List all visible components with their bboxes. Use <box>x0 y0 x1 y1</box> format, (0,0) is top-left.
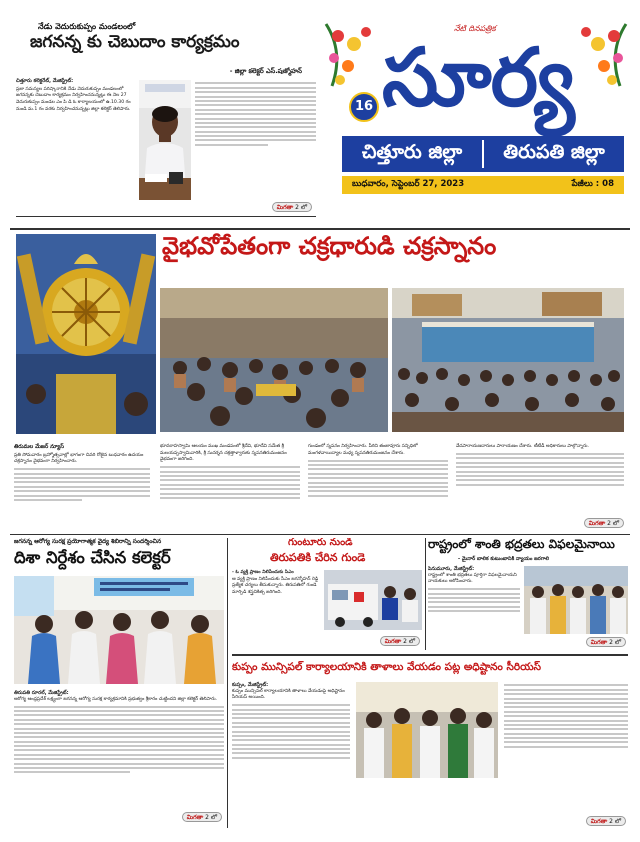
story-headline: దిశా నిర్దేశం చేసిన కలెక్టర్ <box>14 548 171 567</box>
continued-badge: మిగతా 2 లో <box>586 816 626 826</box>
story-text <box>14 690 224 776</box>
kuppam-municipal-story <box>232 654 628 830</box>
dateline: చిత్తూరు కలెక్టరేట్, మేజిస్ట్రేట్: <box>16 78 74 84</box>
masthead-tagline: నేటి దినపత్రిక <box>454 24 496 33</box>
page-count: పేజీలు : 08 <box>571 179 614 189</box>
edition-left: చిత్తూరు జిల్లా <box>361 140 463 163</box>
main-body-col1: తిరుమల మేజర్ న్యూస్ ప్రతి సోమవారం బ్రహ్మోత్సవాల్లో భాగంగా చివరి రోజైన బుధవారం ఉదయం చక్రస్నానం వైభవంగా నిర్వహించారు. <box>14 444 150 503</box>
story-kicker: గుంటూరు నుండి <box>288 538 353 548</box>
masthead-logo: సూర్య <box>382 31 574 124</box>
municipal-office-photo <box>356 682 498 778</box>
edition-right: తిరుపతి జిల్లా <box>503 140 605 163</box>
dateline: తిరుపతి రూరల్, మేజిస్ట్రేట్: <box>14 690 69 696</box>
pushkarini-crowd-photo-1 <box>160 288 388 432</box>
date-bar <box>342 176 624 194</box>
flower-decoration-right <box>568 22 628 92</box>
story-byline: - జిల్లా కలెక్టర్ ఎస్.షణ్మోహన్ <box>229 67 302 75</box>
law-order-story <box>428 538 628 650</box>
continued-badge: మిగతా 2 లో <box>584 518 624 528</box>
protest-photo <box>524 566 628 634</box>
issue-date: బుధవారం, సెప్టెంబర్ 27, 2023 <box>352 179 465 189</box>
heart-transport-story <box>232 538 422 650</box>
main-story <box>10 232 630 532</box>
main-body-col4: వేదపారాయణదారులు పారాయణం చేశారు. టీటీడీ అధికారులు పాల్గొన్నారు. <box>456 444 624 488</box>
story-body: ప్రజా సమస్యల పరిష్కారానికి నేడు వెదురుకుప్పం మండలంలో జగనన్నకు చెబుదాం కార్యక్రమం నిర్వహించనున్నట్లు ఈ నెల 27 వెదురుకుప్పం మండల ఎం పి డి ఓ కార్యాలయంలో ఉ.10.30 గం నుండి మ.1 గం వరకు నిర్వహించనున్నట్లు జిల్లా కలెక్టర్ తెలిపారు. <box>16 86 131 112</box>
story-text-right <box>195 80 316 148</box>
continued-badge: మిగతా 2 లో <box>380 636 420 646</box>
story-text: కుప్పం, మేజిస్ట్రేట్: కుప్పం మున్సిపల్ కార్యాలయానికి తాళాలు వేయడంపై అధిష్టానం సీరియస్ అయింది. <box>232 682 350 761</box>
collector-health-camp-story <box>14 538 224 828</box>
story-headline: తిరుపతికి చేరిన గుండె <box>270 551 366 564</box>
sudarshana-chakra-photo <box>16 234 156 434</box>
health-camp-photo <box>14 576 224 684</box>
anniversary-badge: 16 <box>349 92 379 122</box>
story-sub: - మైనార్ బాలిక కుటుంబానికి న్యాయం జరగాలి <box>458 556 549 562</box>
flower-decoration-left <box>324 22 384 92</box>
top-left-story <box>16 22 316 214</box>
continued-badge: మిగతా 2 లో <box>272 202 312 212</box>
ambulance-photo <box>324 570 422 630</box>
story-kicker: నేడు వెదురుకుప్పం మండలంలో <box>38 22 136 31</box>
story-text: పెనుమూరు, మేజిస్ట్రేట్: రాష్ట్రంలో శాంతి భద్రతలు పూర్తిగా విఫలమైనాయని నాయకులు ఆరోపించారు. <box>428 566 520 615</box>
story-text: - ఓ వ్యక్తి ప్రాణం నిలిపేందుకు సిఎం ఆ వ్యక్తి ప్రాణం నిలిపేందుకు సీఎం జగన్మోహన్ రెడ్డి ప్రత్యేక చర్యలు తీసుకున్నారు. తిరుపతిలో గుండె మార్పిడి శస్త్రచికిత్స జరిగింది. <box>232 570 319 595</box>
collector-photo <box>139 80 191 200</box>
continued-badge: మిగతా 2 లో <box>182 812 222 822</box>
story-kicker: జగనన్న ఆరోగ్య సురక్ష ప్రయోగాత్మక వైద్య శిబిరాన్ని సందర్శించిన <box>14 538 162 545</box>
story-headline: కుప్పం మున్సిపల్ కార్యాలయానికి తాళాలు వేయడం పట్ల అధిష్టానం సీరియస్ <box>232 661 541 673</box>
continued-badge: మిగతా 2 లో <box>586 637 626 647</box>
story-body: ఆరోగ్య ఆంధ్రప్రదేశ్ లక్ష్యంగా జగనన్న ఆరోగ్య సురక్ష కార్యక్రమానికి ప్రభుత్వం శ్రీకారం చుట్టిందని జిల్లా కలెక్టర్ తెలిపారు. <box>14 696 217 702</box>
main-body-col2: భూవరాహస్వామి ఆలయం ముఖ మండపంలో శ్రీదేవి, భూదేవి సమేత శ్రీ మలయప్పస్వామివారికి, శ్రీ సుదర్శన చక్రత్తాళ్వారుకు స్నపనతిరుమంజనం వైభవంగా జరిగింది. <box>160 444 300 501</box>
story-headline: రాష్ట్రంలో శాంతి భద్రతలు విఫలమైనాయి <box>428 538 615 551</box>
main-body-col3: గుండంలో స్నపనం నిర్వహించారు. పీఠిని తంజావూరు సన్నిధిలో మంగళవాయిద్యాల మధ్య స్నపనతిరుమంజనం చేశారు. <box>308 444 448 499</box>
story-headline: జగనన్న కు చెబుదాం కార్యక్రమం <box>30 32 240 52</box>
pushkarini-crowd-photo-2 <box>392 288 624 432</box>
story-text-right <box>504 682 628 750</box>
masthead <box>324 22 628 227</box>
edition-bar <box>342 136 624 172</box>
story-text <box>16 78 136 114</box>
main-headline: వైభవోపేతంగా చక్రధారుడి చక్రస్నానం <box>162 232 497 260</box>
